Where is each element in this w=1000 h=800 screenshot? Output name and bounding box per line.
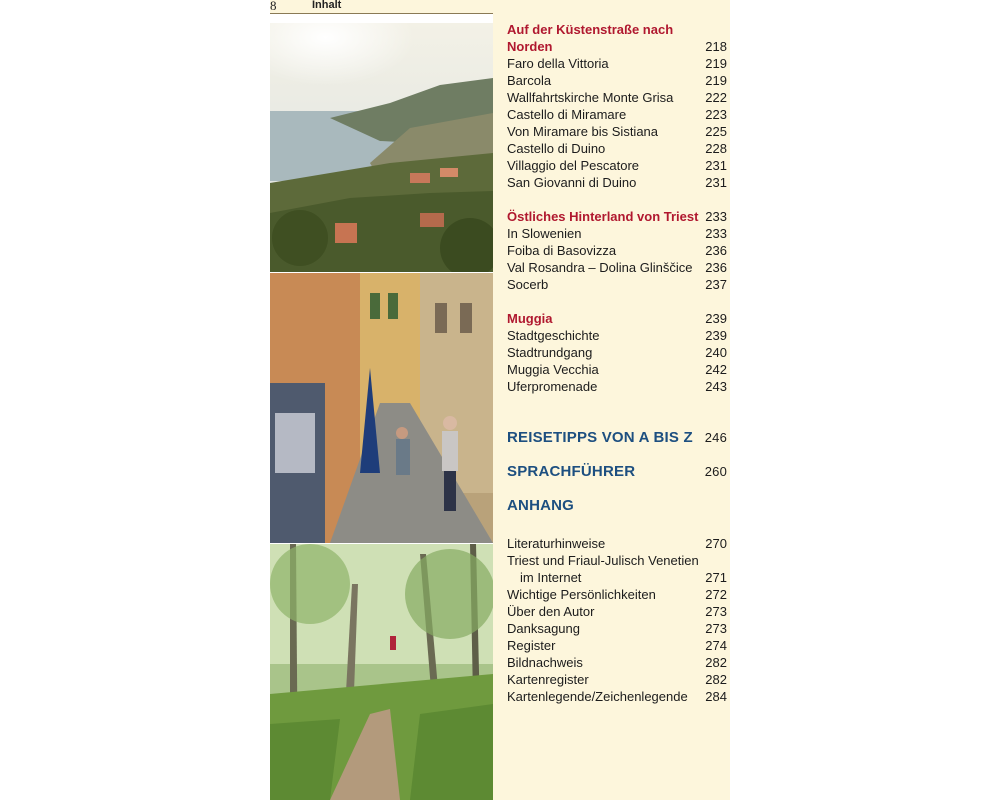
toc-chapter-sprachfuehrer[interactable]: SPRACHFÜHRER 260 [507,463,727,480]
book-page [270,0,730,800]
page-number: 8 [270,0,277,13]
running-title: Inhalt [312,0,342,11]
toc-section-heading[interactable]: Muggia 239 [507,311,727,326]
toc-entry[interactable]: Muggia Vecchia 242 [507,362,727,377]
toc-entry[interactable]: Castello di Duino 228 [507,141,727,156]
toc-entry[interactable]: Socerb 237 [507,277,727,292]
toc-entry[interactable]: im Internet 271 [520,570,727,585]
forest-path-photo [270,544,493,800]
toc-entry[interactable]: Stadtgeschichte 239 [507,328,727,343]
toc-entry[interactable]: Uferpromenade 243 [507,379,727,394]
toc-entry[interactable]: Wichtige Persönlichkeiten 272 [507,587,727,602]
toc-entry[interactable]: Wallfahrtskirche Monte Grisa 222 [507,90,727,105]
photo-column [270,23,493,800]
toc-entry[interactable]: Bildnachweis 282 [507,655,727,670]
toc-entry[interactable]: Kartenlegende/Zeichenlegende 284 [507,689,727,704]
old-town-street-photo [270,273,493,543]
toc-entry[interactable]: Danksagung 273 [507,621,727,636]
toc-section-heading[interactable]: Östliches Hinterland von Triest 233 [507,209,727,224]
toc-entry[interactable]: Castello di Miramare 223 [507,107,727,122]
toc-entry[interactable]: Foiba di Basovizza 236 [507,243,727,258]
toc-entry[interactable]: San Giovanni di Duino 231 [507,175,727,190]
toc-entry[interactable]: Val Rosandra – Dolina Glinščice 236 [507,260,727,275]
toc-entry[interactable]: Register 274 [507,638,727,653]
toc-entry[interactable]: Villaggio del Pescatore 231 [507,158,727,173]
toc-entry[interactable]: Barcola 219 [507,73,727,88]
coastal-view-photo [270,23,493,272]
toc-entry[interactable]: In Slowenien 233 [507,226,727,241]
toc-chapter-anhang[interactable]: ANHANG [507,497,575,514]
toc-section-heading[interactable]: Norden 218 [507,39,727,54]
toc-entry[interactable]: Stadtrundgang 240 [507,345,727,360]
toc-section-heading[interactable]: Auf der Küstenstraße nach [507,22,674,37]
table-of-contents [493,13,730,800]
toc-entry[interactable]: Von Miramare bis Sistiana 225 [507,124,727,139]
toc-entry[interactable]: Kartenregister 282 [507,672,727,687]
page-header [270,0,730,14]
toc-entry[interactable]: Triest und Friaul-Julisch Venetien [507,553,699,568]
toc-entry[interactable]: Literaturhinweise 270 [507,536,727,551]
toc-entry[interactable]: Über den Autor 273 [507,604,727,619]
toc-chapter-reisetipps[interactable]: REISETIPPS VON A BIS Z 246 [507,429,727,446]
toc-entry[interactable]: Faro della Vittoria 219 [507,56,727,71]
